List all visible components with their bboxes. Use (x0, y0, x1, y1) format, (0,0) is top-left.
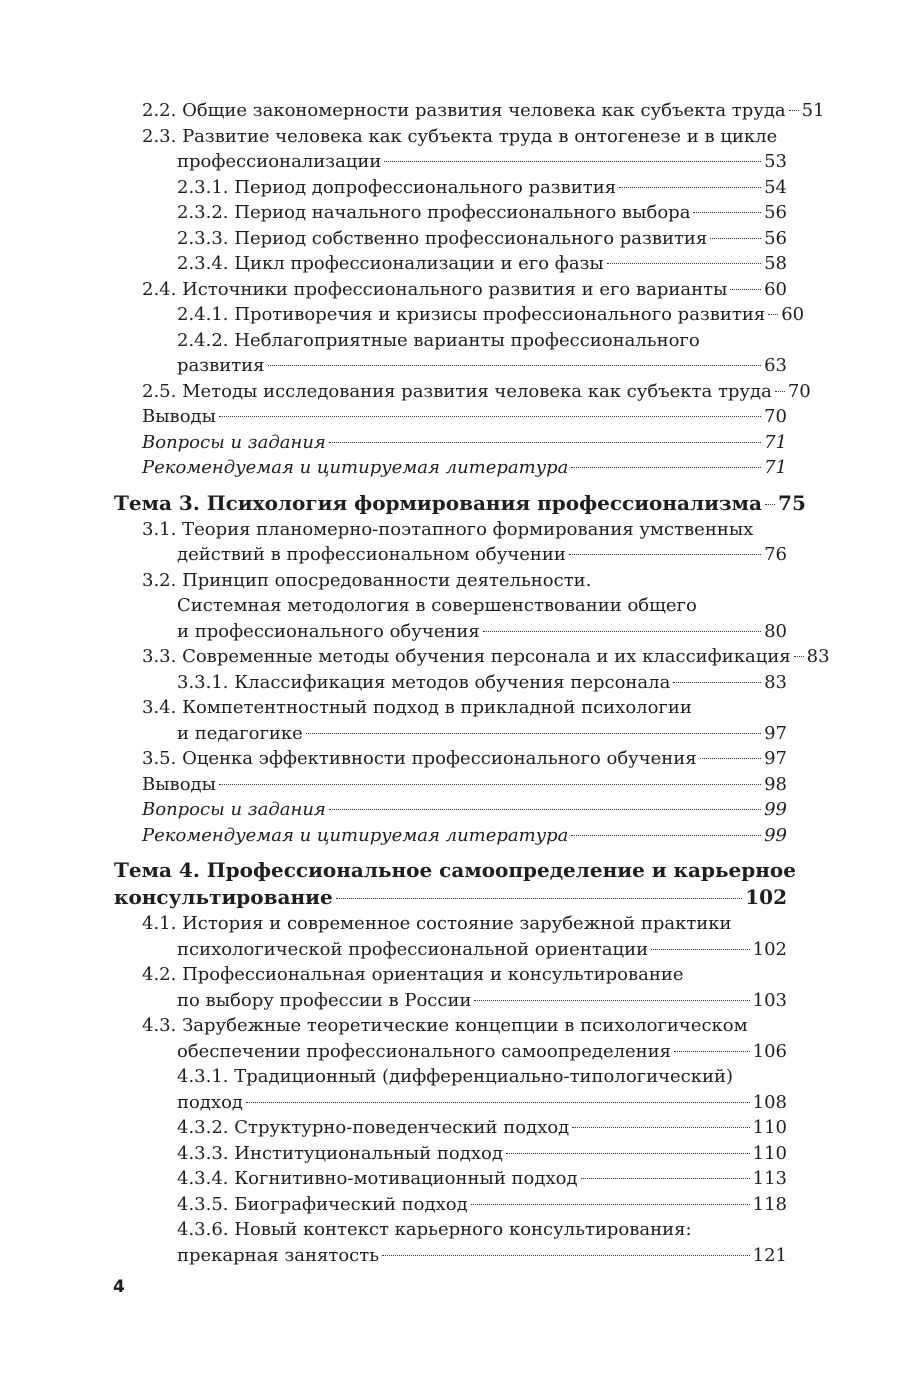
toc-entry (114, 200, 787, 226)
toc-entry (114, 353, 787, 379)
toc-entry (114, 124, 787, 150)
toc-page-number: 106 (752, 1040, 787, 1062)
dot-leader (700, 758, 761, 759)
toc-entry-label: 3.5. Оценка эффективности профессионального обучения (142, 748, 697, 769)
toc-entry-label: профессионализации (177, 151, 382, 172)
toc-page-number: 70 (787, 380, 811, 402)
toc-entry-label: 2.3.4. Цикл профессионализации и его фазы (177, 253, 604, 274)
dot-leader (674, 1051, 750, 1052)
dot-leader (506, 1153, 750, 1154)
toc-entry (114, 379, 811, 405)
toc-entry (114, 302, 805, 328)
dot-leader (382, 1255, 750, 1256)
toc-page-number: 108 (752, 1091, 787, 1113)
toc-entry (114, 1115, 787, 1141)
toc-page-number: 60 (764, 278, 787, 300)
toc-entry (114, 772, 787, 798)
dot-leader (246, 1102, 750, 1103)
toc-entry-label: Системная методология в совершенствовании общего (177, 595, 697, 616)
dot-leader (581, 1178, 750, 1179)
toc-entry (114, 721, 787, 747)
toc-entry (114, 1039, 787, 1065)
toc-entry (114, 1192, 787, 1218)
toc-entry-label: 3.3.1. Классификация методов обучения персонала (177, 671, 671, 693)
toc-entry-label: 3.3. Современные методы обучения персонала и их классификация (142, 646, 791, 667)
toc-entry-label: 4.3.5. Биографический подход (177, 1193, 468, 1215)
dot-leader (794, 656, 804, 657)
toc-page-number: 75 (778, 490, 806, 515)
toc-entry-label: 3.1. Теория планомерно-поэтапного формирования умственных (142, 518, 754, 540)
toc-page-number: 113 (752, 1168, 787, 1189)
dot-leader (673, 682, 761, 683)
toc-entry (114, 1243, 787, 1269)
dot-leader (710, 238, 761, 239)
toc-entry-label: Вопросы и задания (142, 799, 326, 820)
toc-entry-label: Рекомендуемая и цитируемая литература (142, 457, 569, 478)
toc-entry (114, 911, 787, 937)
dot-leader (471, 1204, 750, 1205)
toc-entry-label: 4.3.4. Когнитивно-мотивационный подход (177, 1168, 578, 1189)
toc-page-number: 97 (764, 722, 787, 744)
dot-leader (768, 314, 778, 315)
toc-entry-label: 2.3.1. Период допрофессионального развития (177, 176, 617, 198)
dot-leader (572, 1127, 749, 1128)
toc-entry-label: 4.3.2. Структурно-поведенческий подход (177, 1117, 570, 1138)
toc-entry (114, 404, 787, 430)
dot-leader (306, 733, 761, 734)
toc-entry-label: 4.2. Профессиональная ориентация и консультирование (142, 964, 684, 985)
toc-entry-label: подход (177, 1091, 243, 1113)
toc-entry-label: 4.3.3. Институциональный подход (177, 1142, 503, 1164)
dot-leader (607, 263, 761, 264)
toc-entry-label: действий в профессиональном обучении (177, 544, 566, 565)
toc-entry (114, 1141, 787, 1167)
toc-entry (114, 937, 787, 963)
toc-page-number: 71 (764, 431, 787, 453)
toc-entry-label: Рекомендуемая и цитируемая литература (142, 824, 569, 846)
dot-leader (693, 212, 761, 213)
toc-entry (114, 251, 787, 277)
toc-page-number: 58 (764, 253, 787, 274)
toc-entry-label: 2.4.2. Неблагоприятные варианты профессионального (177, 329, 700, 351)
toc-heading (114, 857, 796, 884)
toc-entry (114, 98, 825, 124)
toc-page-number: 54 (764, 176, 787, 198)
dot-leader (571, 835, 761, 836)
toc-page-number: 110 (752, 1117, 787, 1138)
toc-entry-label: Тема 4. Профессиональное самоопределение и карьерное (114, 858, 796, 882)
toc-entry-label: 2.2. Общие закономерности развития человека как субъекта труда (142, 100, 786, 121)
toc-entry-label: развития (177, 355, 265, 376)
dot-leader (765, 504, 775, 505)
dot-leader (384, 161, 761, 162)
toc-page-number: 83 (764, 671, 787, 693)
toc-entry-label: прекарная занятость (177, 1244, 380, 1266)
toc-page-number: 99 (764, 824, 787, 846)
toc-page-number: 98 (764, 773, 787, 795)
toc-entry-label: 2.3.3. Период собственно профессионального развития (177, 227, 708, 249)
toc-entry (114, 988, 787, 1014)
toc-entry (114, 226, 787, 252)
toc-entry (114, 568, 787, 594)
dot-leader (775, 391, 785, 392)
toc-entry (114, 517, 787, 543)
toc-entry (114, 175, 787, 201)
toc-entry (114, 455, 787, 481)
toc-entry-label: Выводы (142, 773, 216, 795)
dot-leader (219, 416, 761, 417)
toc-entry (114, 542, 787, 568)
toc-page-number: 103 (752, 989, 787, 1011)
toc-entry (114, 1217, 787, 1243)
toc-entry-label: 3.2. Принцип опосредованности деятельности. (142, 569, 592, 591)
toc-page-number: 63 (764, 355, 787, 376)
toc-entry-label: 4.3. Зарубежные теоретические концепции в психологическом (142, 1015, 748, 1036)
toc-page-number: 51 (801, 100, 825, 121)
toc-entry (114, 149, 787, 175)
toc-entry-label: 4.3.6. Новый контекст карьерного консультирования: (177, 1219, 692, 1240)
toc-entry (114, 1064, 787, 1090)
toc-heading (114, 490, 806, 517)
toc-entry (114, 797, 787, 823)
toc-entry-label: психологической профессиональной ориентации (177, 938, 649, 960)
toc-entry-label: и педагогике (177, 722, 303, 744)
toc-page-number: 76 (764, 544, 787, 565)
dot-leader (619, 187, 761, 188)
toc-page-number: 53 (764, 151, 787, 172)
toc-entry (114, 1013, 787, 1039)
dot-leader (483, 631, 761, 632)
toc-entry (114, 823, 787, 849)
toc-entry-label: по выбору профессии в России (177, 989, 472, 1011)
toc-entry-label: Выводы (142, 406, 216, 427)
toc-entry-label: 2.4.1. Противоречия и кризисы профессионального развития (177, 304, 766, 325)
toc-entry-label: Тема 3. Психология формирования профессионализма (114, 490, 763, 515)
toc-entry (114, 695, 787, 721)
toc-entry-label: Вопросы и задания (142, 431, 326, 453)
toc-page-number: 110 (752, 1142, 787, 1164)
toc-entry-label: 2.3.2. Период начального профессионального выбора (177, 202, 691, 223)
toc-entry (114, 1090, 787, 1116)
toc-entry (114, 430, 787, 456)
toc-page-number: 71 (764, 457, 787, 478)
dot-leader (336, 898, 743, 899)
toc-entry (114, 593, 787, 619)
toc-entry-label: и профессионального обучения (177, 620, 480, 642)
toc-page-number: 56 (764, 202, 787, 223)
toc-page-number: 70 (764, 406, 787, 427)
dot-leader (329, 442, 761, 443)
toc-entry (114, 277, 787, 303)
toc-entry-label: 2.3. Развитие человека как субъекта труда в онтогенезе и в цикле (142, 125, 778, 147)
toc-page-number: 97 (764, 748, 787, 769)
toc-page-number: 118 (752, 1193, 787, 1215)
toc-entry (114, 1166, 787, 1192)
toc-page-number: 60 (781, 304, 805, 325)
toc-entry (114, 962, 787, 988)
dot-leader (789, 110, 799, 111)
dot-leader (474, 1000, 749, 1001)
toc-page-number: 102 (745, 885, 787, 909)
toc-entry-label: 2.4. Источники профессионального развития и его варианты (142, 278, 728, 300)
toc-entry-label: консультирование (114, 885, 333, 909)
dot-leader (268, 365, 762, 366)
toc-page-number: 80 (764, 620, 787, 642)
dot-leader (571, 467, 761, 468)
toc-entry-label: 4.3.1. Традиционный (дифференциально-типологический) (177, 1066, 733, 1087)
dot-leader (730, 289, 761, 290)
toc-entry (114, 619, 787, 645)
toc-entry-label: обеспечении профессионального самоопределения (177, 1040, 672, 1062)
toc-entry (114, 644, 830, 670)
toc-page-number: 99 (764, 799, 787, 820)
toc-entry (114, 670, 787, 696)
toc-entry-label: 2.5. Методы исследования развития человека как субъекта труда (142, 380, 772, 402)
toc-heading (114, 884, 787, 911)
toc-entry-label: 3.4. Компетентностный подход в прикладной психологии (142, 697, 692, 718)
table-of-contents (114, 98, 830, 1268)
toc-page-number: 121 (752, 1244, 787, 1266)
toc-page-number: 56 (764, 227, 787, 249)
dot-leader (329, 809, 761, 810)
toc-page-number: 83 (806, 646, 830, 667)
dot-leader (651, 949, 750, 950)
toc-page-number: 102 (752, 938, 787, 960)
dot-leader (219, 784, 761, 785)
page-number: 4 (113, 1277, 125, 1297)
toc-entry-label: 4.1. История и современное состояние зарубежной практики (142, 913, 732, 934)
toc-entry (114, 746, 787, 772)
toc-entry (114, 328, 787, 354)
dot-leader (569, 554, 761, 555)
